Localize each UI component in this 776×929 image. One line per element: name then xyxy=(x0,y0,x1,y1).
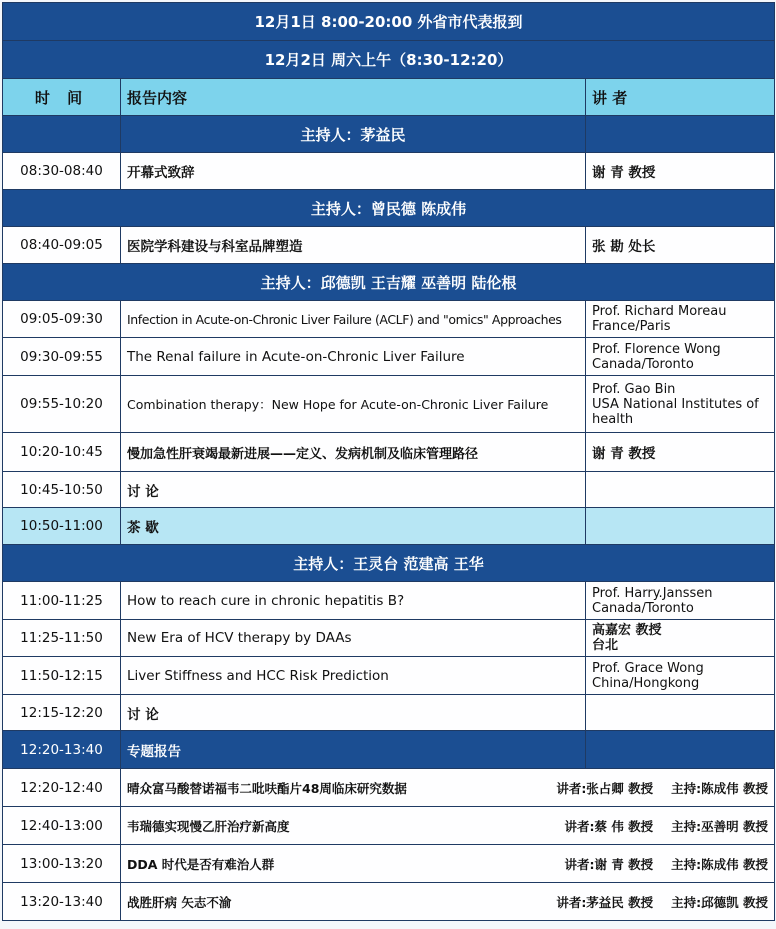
time-cell: 11:50-12:15 xyxy=(3,657,121,695)
time-cell: 13:20-13:40 xyxy=(3,883,121,921)
speaker-cell xyxy=(586,508,775,545)
header-content: 报告内容 xyxy=(121,79,586,116)
speaker-name: 高嘉宏 教授 xyxy=(592,623,662,638)
symposium-cell xyxy=(121,845,775,883)
time-cell: 12:20-12:40 xyxy=(3,769,121,807)
arrival-banner: 12月1日 8:00-20:00 外省市代表报到 xyxy=(3,3,775,41)
symposium-row xyxy=(3,845,775,883)
speaker-name: Prof. Harry.Janssen xyxy=(592,585,713,601)
content-cell: 专题报告 xyxy=(121,731,586,769)
speaker-location: Canada/Toronto xyxy=(592,600,694,616)
header-row xyxy=(3,79,775,116)
symposium-host: 主持:邱德凯 教授 xyxy=(671,894,769,910)
header-speaker: 讲 者 xyxy=(586,79,775,116)
time-cell: 08:30-08:40 xyxy=(3,153,121,190)
time-cell: 08:40-09:05 xyxy=(3,227,121,264)
header-time: 时 间 xyxy=(3,79,121,116)
speaker-name: Prof. Gao Bin xyxy=(592,381,676,397)
content-cell: Liver Stiffness and HCC Risk Prediction xyxy=(121,657,586,695)
speaker-cell xyxy=(586,376,775,433)
speaker-location: Canada/Toronto xyxy=(592,356,694,372)
content-cell: Infection in Acute-on-Chronic Liver Failure (ACLF) and "omics" Approaches xyxy=(121,301,586,338)
speaker-cell xyxy=(586,338,775,376)
table-row xyxy=(3,620,775,657)
table-row xyxy=(3,582,775,620)
symposium-speaker: 讲者:蔡 伟 教授 xyxy=(564,818,654,834)
time-cell: 11:00-11:25 xyxy=(3,582,121,620)
speaker-cell xyxy=(586,657,775,695)
chair-label: 主持人：王灵台 范建高 王华 xyxy=(3,545,775,582)
speaker-cell xyxy=(586,731,775,769)
speaker-name: Prof. Florence Wong xyxy=(592,341,721,357)
symposium-title: 战胜肝病 矢志不渝 xyxy=(127,894,232,910)
content-cell: 医院学科建设与科室品牌塑造 xyxy=(121,227,586,264)
chair-row xyxy=(3,264,775,301)
speaker-cell xyxy=(586,620,775,657)
speaker-cell: 张 勘 处长 xyxy=(586,227,775,264)
symposium-cell xyxy=(121,769,775,807)
chair-row xyxy=(3,190,775,227)
content-cell: 开幕式致辞 xyxy=(121,153,586,190)
time-cell: 11:25-11:50 xyxy=(3,620,121,657)
table-row xyxy=(3,301,775,338)
speaker-cell: 谢 青 教授 xyxy=(586,433,775,472)
speaker-name: Prof. Richard Moreau xyxy=(592,304,727,319)
table-row xyxy=(3,338,775,376)
content-cell: How to reach cure in chronic hepatitis B? xyxy=(121,582,586,620)
table-row xyxy=(3,433,775,472)
speaker-cell xyxy=(586,695,775,731)
content-cell: New Era of HCV therapy by DAAs xyxy=(121,620,586,657)
table-row xyxy=(3,153,775,190)
symposium-speaker: 讲者:谢 青 教授 xyxy=(564,856,654,872)
symposium-speaker: 讲者:茅益民 教授 xyxy=(556,894,654,910)
symposium-speaker: 讲者:张占卿 教授 xyxy=(556,780,654,796)
schedule-table xyxy=(2,2,775,921)
symposium-title: 韦瑞德实现慢乙肝治疗新高度 xyxy=(127,818,290,834)
time-cell: 10:50-11:00 xyxy=(3,508,121,545)
arrival-banner-row xyxy=(3,3,775,41)
symposium-title: DDA 时代是否有难治人群 xyxy=(127,856,275,872)
chair-row xyxy=(3,116,775,153)
time-cell: 12:15-12:20 xyxy=(3,695,121,731)
chair-row xyxy=(3,545,775,582)
table-row xyxy=(3,376,775,433)
speaker-cell xyxy=(586,472,775,508)
time-cell: 10:45-10:50 xyxy=(3,472,121,508)
day-banner: 12月2日 周六上午（8:30-12:20） xyxy=(3,41,775,79)
symposium-cell xyxy=(121,807,775,845)
time-cell: 09:05-09:30 xyxy=(3,301,121,338)
symposium-host: 主持:巫善明 教授 xyxy=(671,818,769,834)
content-cell: Combination therapy：New Hope for Acute-on-Chronic Liver Failure xyxy=(121,376,586,433)
symposium-row xyxy=(3,807,775,845)
time-cell: 10:20-10:45 xyxy=(3,433,121,472)
table-row xyxy=(3,731,775,769)
symposium-host: 主持:陈成伟 教授 xyxy=(671,856,769,872)
speaker-location: France/Paris xyxy=(592,319,671,334)
chair-label: 主持人：曾民德 陈成伟 xyxy=(3,190,775,227)
table-row xyxy=(3,508,775,545)
time-cell: 13:00-13:20 xyxy=(3,845,121,883)
chair-label: 主持人：茅益民 xyxy=(121,116,586,153)
table-row xyxy=(3,657,775,695)
time-cell: 09:30-09:55 xyxy=(3,338,121,376)
speaker-cell: 谢 青 教授 xyxy=(586,153,775,190)
symposium-title: 晴众富马酸替诺福韦二吡呋酯片48周临床研究数据 xyxy=(127,780,407,796)
speaker-name: Prof. Grace Wong xyxy=(592,660,704,676)
content-cell: 讨 论 xyxy=(121,695,586,731)
content-cell: 慢加急性肝衰竭最新进展——定义、发病机制及临床管理路径 xyxy=(121,433,586,472)
time-cell: 12:20-13:40 xyxy=(3,731,121,769)
speaker-cell xyxy=(586,582,775,620)
chair-label: 主持人：邱德凯 王吉耀 巫善明 陆伦根 xyxy=(3,264,775,301)
table-row xyxy=(3,695,775,731)
content-cell: The Renal failure in Acute-on-Chronic Liver Failure xyxy=(121,338,586,376)
table-row xyxy=(3,227,775,264)
time-cell: 09:55-10:20 xyxy=(3,376,121,433)
speaker-location: China/Hongkong xyxy=(592,675,700,691)
speaker-location: USA National Institutes of xyxy=(592,396,759,412)
schedule-sheet xyxy=(2,2,774,925)
content-cell: 讨 论 xyxy=(121,472,586,508)
speaker-location: 台北 xyxy=(592,638,619,653)
speaker-cell xyxy=(586,301,775,338)
speaker-location: health xyxy=(592,411,634,427)
day-banner-row xyxy=(3,41,775,79)
table-row xyxy=(3,472,775,508)
time-cell: 12:40-13:00 xyxy=(3,807,121,845)
symposium-row xyxy=(3,883,775,921)
symposium-row xyxy=(3,769,775,807)
content-cell: 茶 歇 xyxy=(121,508,586,545)
symposium-cell xyxy=(121,883,775,921)
symposium-host: 主持:陈成伟 教授 xyxy=(671,780,769,796)
